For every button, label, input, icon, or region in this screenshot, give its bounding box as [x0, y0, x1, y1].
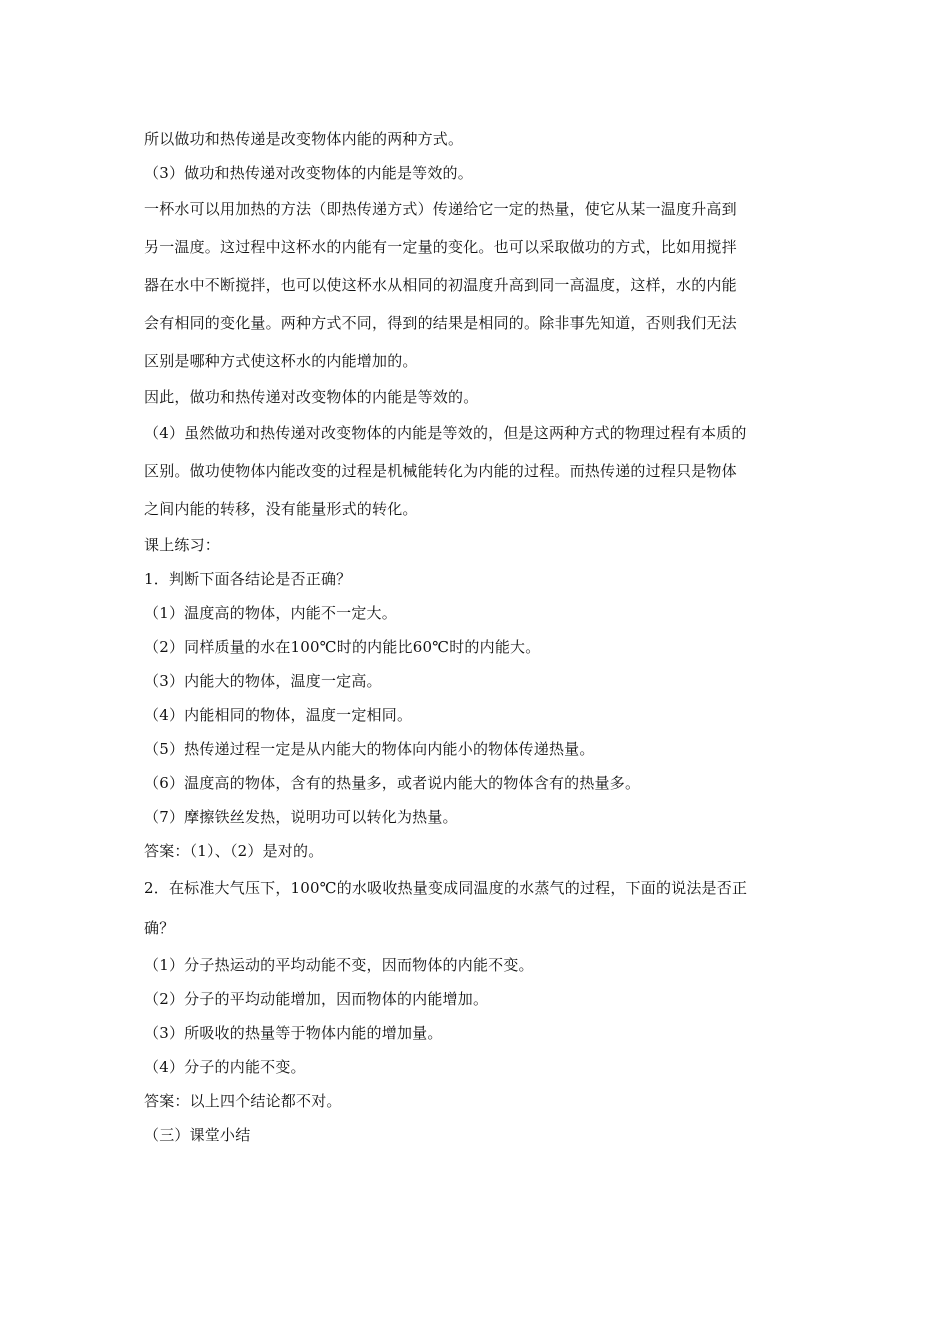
- text-line: 会有相同的变化量。两种方式不同，得到的结果是相同的。除非事先知道，否则我们无法: [144, 314, 737, 332]
- list-item: （1）分子热运动的平均动能不变，因而物体的内能不变。: [144, 956, 534, 974]
- list-item: （3）内能大的物体，温度一定高。: [144, 672, 382, 690]
- question-title: 确？: [144, 919, 175, 937]
- list-item: （7）摩擦铁丝发热，说明功可以转化为热量。: [144, 808, 458, 826]
- question-2: [144, 868, 808, 1118]
- text-line: 之间内能的转移，没有能量形式的转化。: [144, 500, 418, 518]
- list-item: （4）内能相同的物体，温度一定相同。: [144, 706, 413, 724]
- list-item: （6）温度高的物体，含有的热量多，或者说内能大的物体含有的热量多。: [144, 774, 641, 792]
- list-item: （2）分子的平均动能增加，因而物体的内能增加。: [144, 990, 489, 1008]
- list-item: （5）热传递过程一定是从内能大的物体向内能小的物体传递热量。: [144, 740, 595, 758]
- section-heading: （三）课堂小结: [144, 1126, 251, 1144]
- text-line: 器在水中不断搅拌，也可以使这杯水从相同的初温度升高到同一高温度，这样，水的内能: [144, 276, 737, 294]
- text-line: 一杯水可以用加热的方法（即热传递方式）传递给它一定的热量，使它从某一温度升高到: [144, 200, 737, 218]
- text-line: 区别。做功使物体内能改变的过程是机械能转化为内能的过程。而热传递的过程只是物体: [144, 462, 737, 480]
- list-item: （2）同样质量的水在100℃时的内能比60℃时的内能大。: [144, 638, 541, 656]
- question-title: 1．判断下面各结论是否正确？: [144, 570, 352, 588]
- exercise-title: 课上练习：: [144, 536, 221, 554]
- text-line: 另一温度。这过程中这杯水的内能有一定量的变化。也可以采取做功的方式，比如用搅拌: [144, 238, 737, 256]
- text-line: 区别是哪种方式使这杯水的内能增加的。: [144, 352, 418, 370]
- question-1: [144, 562, 808, 868]
- text-line: （4）虽然做功和热传递对改变物体的内能是等效的，但是这两种方式的物理过程有本质的: [144, 424, 747, 442]
- text-line: 所以做功和热传递是改变物体内能的两种方式。: [144, 130, 464, 148]
- answer-line: 答案：以上四个结论都不对。: [144, 1092, 342, 1110]
- list-item: （4）分子的内能不变。: [144, 1058, 306, 1076]
- answer-line: 答案：（1）、（2）是对的。: [144, 842, 324, 860]
- document-body: [144, 122, 808, 1152]
- conclusion-line: 因此，做功和热传递对改变物体的内能是等效的。: [144, 388, 479, 406]
- paragraph-equivalence: [144, 190, 808, 380]
- question-title: 2．在标准大气压下，100℃的水吸收热量变成同温度的水蒸气的过程，下面的说法是否正: [144, 879, 748, 897]
- paragraph-difference: [144, 414, 808, 528]
- list-item: （1）温度高的物体，内能不一定大。: [144, 604, 397, 622]
- list-item: （3）所吸收的热量等于物体内能的增加量。: [144, 1024, 443, 1042]
- text-line: （3）做功和热传递对改变物体的内能是等效的。: [144, 164, 473, 182]
